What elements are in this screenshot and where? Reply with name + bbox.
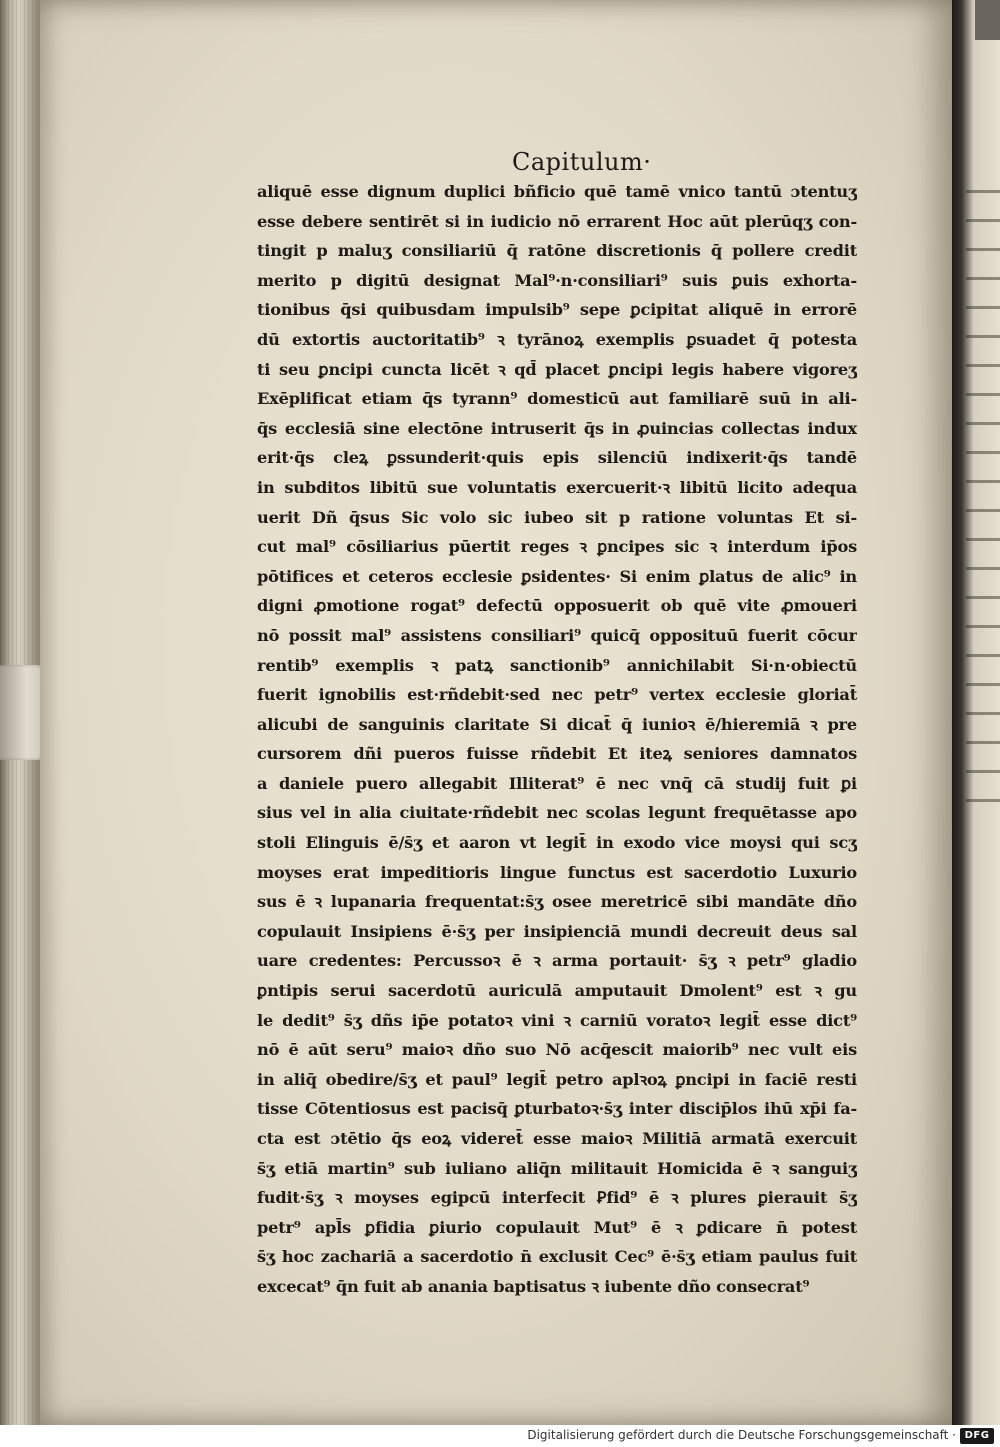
body-text-block <box>257 177 857 1302</box>
text-line: esse debere sentirēt si in iudicio nō errarent Hoc aūt plerūqʒ con- <box>257 211 857 231</box>
text-line: q̄s ecclesiā sine electōne intruserit q̄s in ꝓuincias collectas indux <box>257 418 857 438</box>
text-line: tisse Cōtentiosus est pacisq̄ ꝑturbatoꝛ·s̄ʒ inter discip̄los ihū xp̄i fa- <box>257 1099 857 1119</box>
text-line: a daniele puero allegabit Illiterat⁹ ē nec vnq̄ cā studij fuit ꝑi <box>257 773 857 793</box>
text-line: cursorem dñi pueros fuisse rñdebit Et iteꝝ seniores damnatos <box>257 744 857 764</box>
text-line: Exēplificat etiam q̄s tyrann⁹ domesticū aut familiarē suū in ali- <box>257 389 857 409</box>
text-line: petr⁹ apl̄s ꝑfidia ꝑiurio copulauit Mut⁹ ē ꝛ ꝑdicare n̄ potest <box>257 1217 857 1237</box>
text-line: in subditos libitū sue voluntatis exercuerit·ꝛ libitū licito adequa <box>257 477 857 497</box>
text-line: s̄ʒ hoc zachariā a sacerdotio n̄ exclusit Cec⁹ ē·s̄ʒ etiam paulus fuit <box>257 1247 857 1267</box>
text-line: sus ē ꝛ lupanaria frequentat:s̄ʒ osee meretricē sibi mandāte dño <box>257 892 857 912</box>
text-line: fudit·s̄ʒ ꝛ moyses egipcū interfecit Ꝑfid⁹ ē ꝛ plures ꝑierauit s̄ʒ <box>257 1188 857 1208</box>
page-heading: Capitulum· <box>512 148 652 176</box>
text-line: cut mal⁹ cōsiliarius pūertit reges ꝛ ꝑncipes sic ꝛ interdum ip̄os <box>257 537 857 557</box>
text-line: dū extortis auctoritatib⁹ ꝛ tyrānoꝝ exemplis ꝑsuadet q̄ potesta <box>257 329 857 349</box>
text-line: erit·q̄s cleꝝ ꝑssunderit·quis epis silenciū indixerit·q̄s tandē <box>257 448 857 468</box>
bookmark-tab <box>0 665 44 760</box>
text-line: digni ꝓmotione rogat⁹ defectū opposuerit ob quē vite ꝓmoueri <box>257 596 857 616</box>
text-line: uerit Dñ q̄sus Sic volo sic iubeo sit p ratione voluntas Et si- <box>257 507 857 527</box>
text-line: cta est ɔtētio q̄s eoꝝ videret̄ esse maioꝛ Militiā armatā exercuit <box>257 1129 857 1148</box>
text-line: moyses erat impeditioris lingue functus est sacerdotio Luxurio <box>257 862 857 882</box>
text-line: fuerit ignobilis est·rñdebit·sed nec petr⁹ vertex ecclesie gloriat̄ <box>257 685 857 705</box>
scan-calibration-strip <box>975 0 1000 40</box>
dfg-logo: DFG <box>960 1428 994 1444</box>
text-line: aliquē esse dignum duplici bñficio quē tamē vnico tantū ɔtentuʒ <box>257 182 857 201</box>
text-line: le dedit⁹ s̄ʒ dñs ip̄e potatoꝛ vini ꝛ carniū voratoꝛ legit̄ esse dict⁹ <box>257 1010 857 1030</box>
text-line: stoli Elinguis ē/s̄ʒ et aaron vt legit̄ in exodo vice moysi qui scʒ <box>257 833 857 853</box>
text-line: copulauit Insipiens ē·s̄ʒ per insipienciā mundi decreuit deus sal <box>257 921 857 941</box>
text-line: rentib⁹ exemplis ꝛ patꝝ sanctionib⁹ annichilabit Si·n·obiectū <box>257 655 857 675</box>
text-line: excecat⁹ q̄n fuit ab anania baptisatus ꝛ iubente dño consecrat⁹ <box>257 1276 810 1296</box>
facing-page-edge-right <box>952 0 1000 1425</box>
text-line: nō ē aūt seru⁹ maioꝛ dño suo Nō acq̄escit maiorib⁹ nec vult eis <box>257 1040 857 1060</box>
text-line: s̄ʒ etiā martin⁹ sub iuliano aliq̄n militauit Homicida ē ꝛ sanguiʒ <box>257 1158 857 1178</box>
text-line: tingit p maluʒ consiliariū q̄ ratōne discretionis q̄ pollere credit <box>257 241 857 261</box>
text-line: alicubi de sanguinis claritate Si dicat̄ q̄ iunioꝛ ē/hieremiā ꝛ pre <box>257 714 857 734</box>
text-line: uare credentes: Percussoꝛ ē ꝛ arma portauit· s̄ʒ ꝛ petr⁹ gladio <box>257 951 857 971</box>
text-line: ꝑntipis serui sacerdotū auriculā amputauit Dmolent⁹ est ꝛ gu <box>257 981 857 1001</box>
text-line: ti seu ꝑncipi cuncta licēt ꝛ qd̄ placet ꝑncipi legis habere vigoreʒ <box>257 359 857 379</box>
text-line: sius vel in alia ciuitate·rñdebit nec scolas legunt frequētasse apo <box>257 803 857 823</box>
text-line: nō possit mal⁹ assistens consiliari⁹ quicq̄ opposituū fuerit cōcur <box>257 625 857 645</box>
text-line: in aliq̄ obedire/s̄ʒ et paul⁹ legit̄ petro aplꝛoꝝ ꝑncipi in faciē resti <box>257 1069 857 1089</box>
text-line: merito p digitū designat Mal⁹·n·consiliari⁹ suis ꝑuis exhorta- <box>257 270 857 290</box>
digitization-footer <box>0 1425 1000 1447</box>
funding-credit: Digitalisierung gefördert durch die Deutsche Forschungsgemeinschaft · <box>527 1428 956 1442</box>
text-line: pōtifices et ceteros ecclesie ꝑsidentes· Si enim ꝑlatus de alic⁹ in <box>257 566 857 586</box>
text-line: tionibus q̄si quibusdam impulsib⁹ sepe ꝑcipitat aliquē in errorē <box>257 300 857 320</box>
